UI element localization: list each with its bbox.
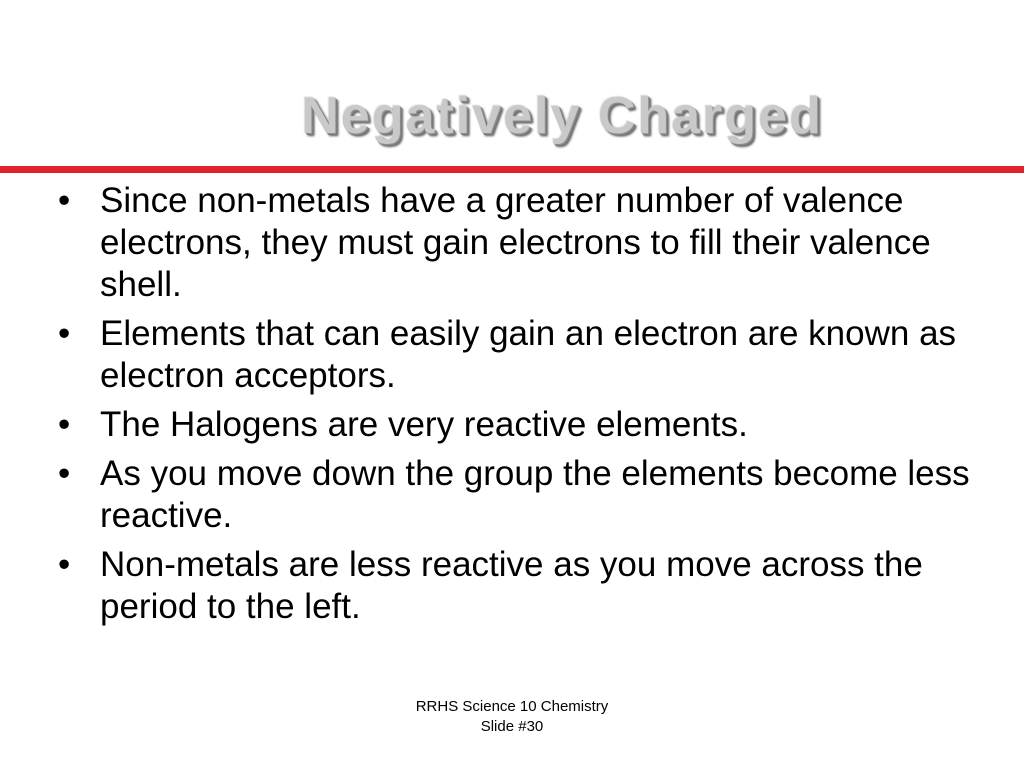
bullet-item [58,544,978,628]
title-divider-rule [0,166,1024,173]
bullet-text: As you move down the group the elements become less reactive. [100,454,970,535]
bullet-item [58,404,978,446]
slide-title: Negatively Charged [301,87,823,145]
slide-footer [362,697,662,737]
bullet-item [58,313,978,397]
bullet-text: Elements that can easily gain an electron are known as electron acceptors. [100,314,957,395]
bullet-text: Since non-metals have a greater number of valence electrons, they must gain electrons to fill their valence shell. [100,181,931,304]
bullet-icon: • [58,314,71,353]
bullet-item [58,180,978,306]
bullet-item [58,453,978,537]
bullet-icon: • [58,454,71,493]
footer-course: RRHS Science 10 Chemistry [415,698,609,715]
bullet-text: Non-metals are less reactive as you move across the period to the left. [100,545,923,626]
footer-slide-number: Slide #30 [480,718,544,735]
bullet-icon: • [58,181,71,220]
bullet-icon: • [58,545,71,584]
bullet-text: The Halogens are very reactive elements. [100,405,748,444]
bullet-list [58,180,978,635]
bullet-icon: • [58,405,71,444]
